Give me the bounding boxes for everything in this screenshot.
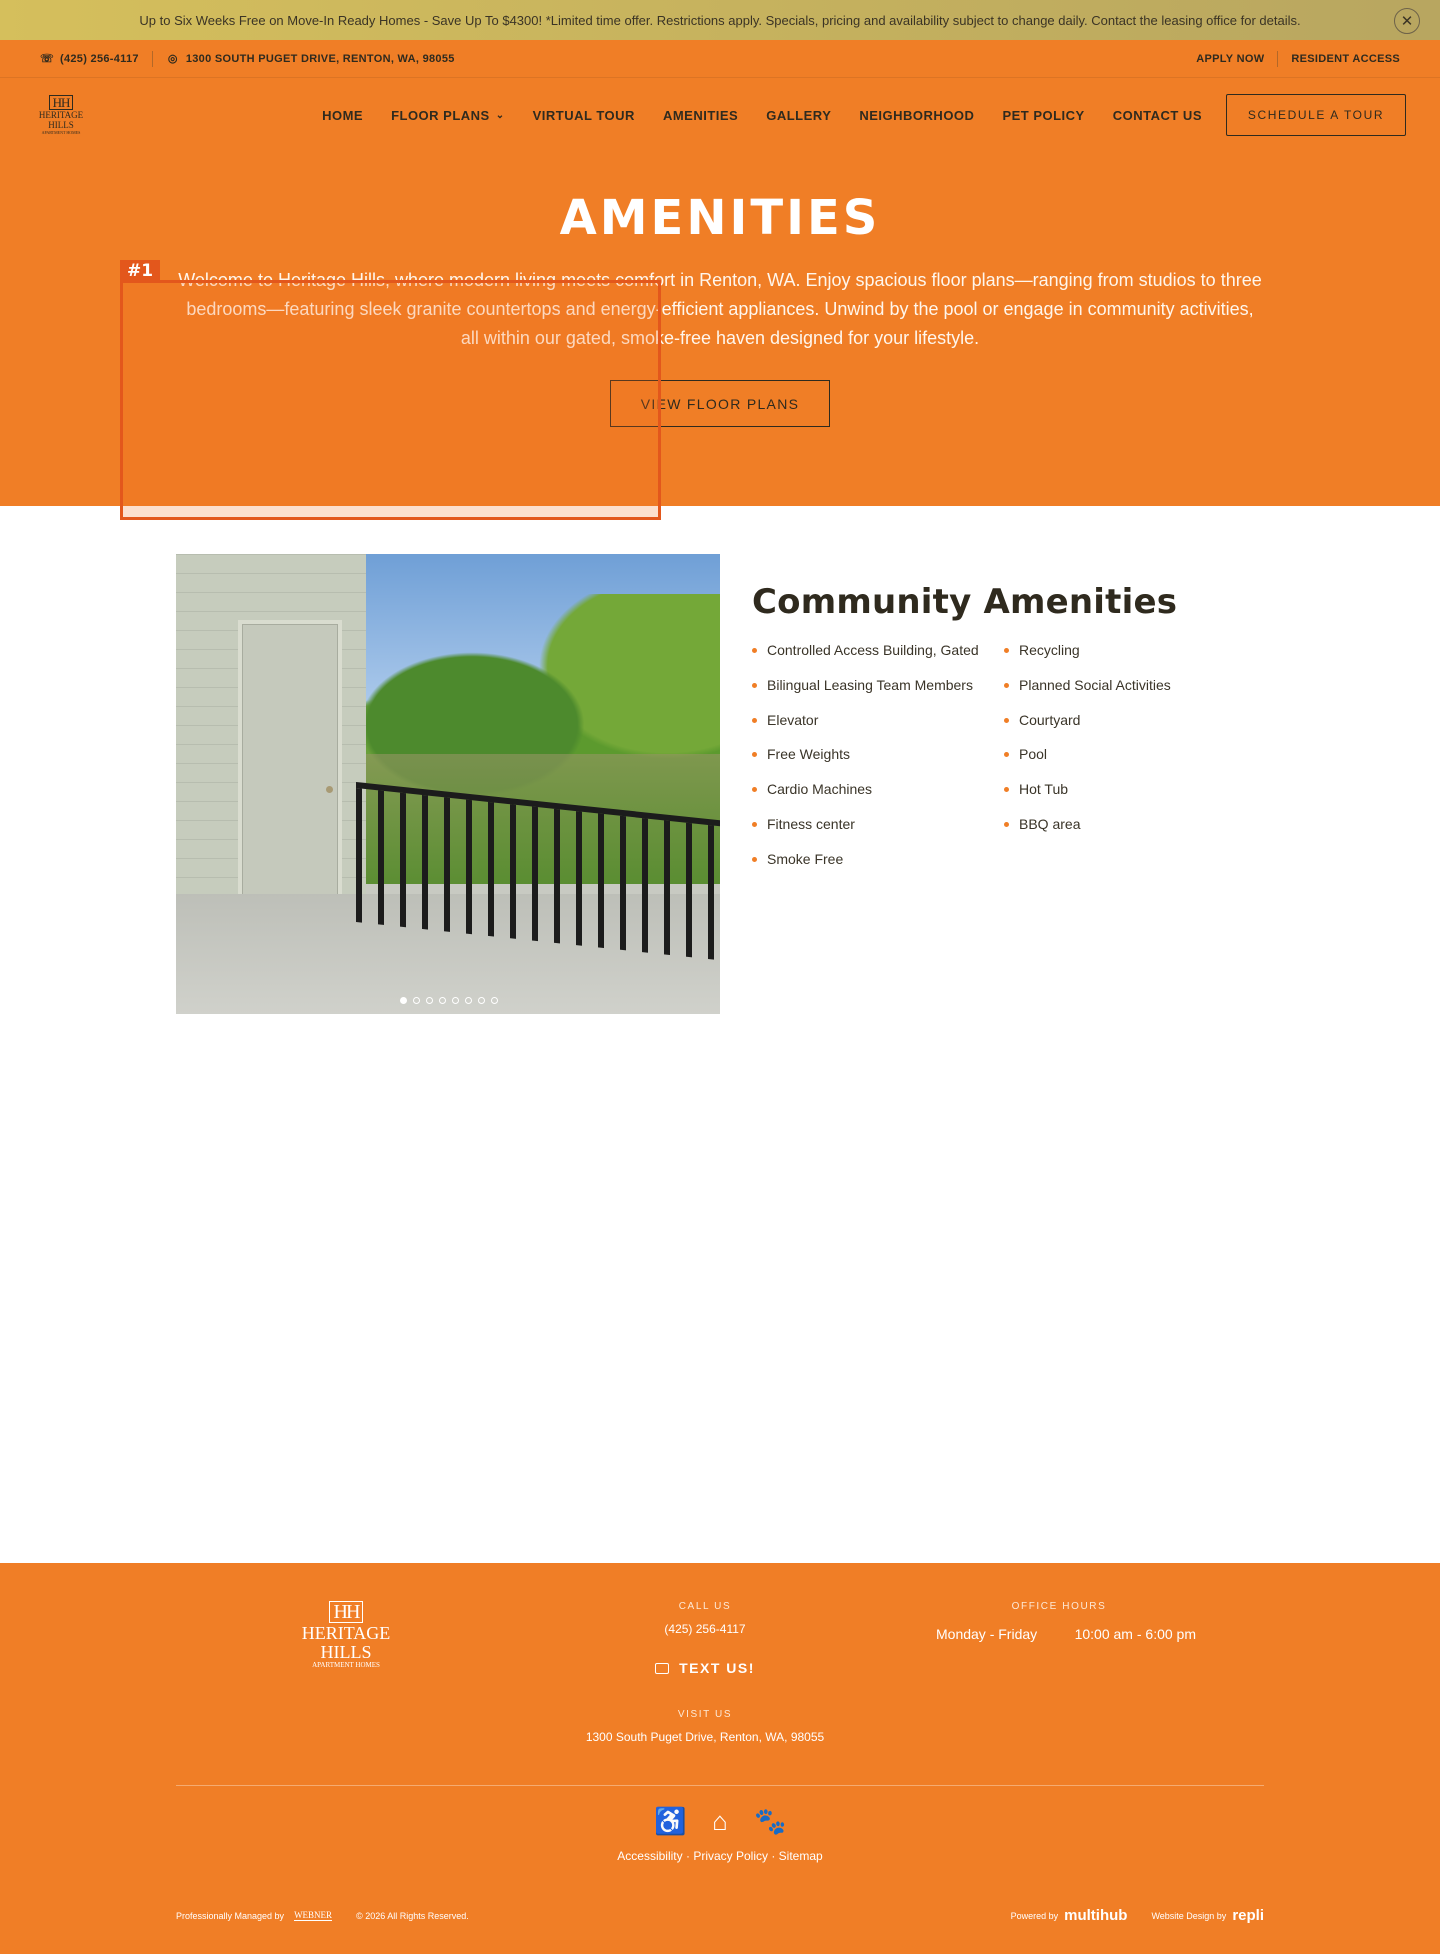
amenity-item: Pool	[1004, 746, 1256, 781]
office-hours	[894, 1601, 1224, 1785]
nav-contact-us[interactable]: CONTACT US	[1112, 107, 1202, 123]
carousel-dot[interactable]	[478, 997, 485, 1004]
footer-logo-word-1: HERITAGE	[301, 1623, 391, 1643]
equal-housing-icon: ⌂	[712, 1806, 728, 1836]
amenity-item: Hot Tub	[1004, 781, 1256, 816]
design-by-text: Website Design by	[1151, 1910, 1227, 1921]
footer-logo-wrap	[176, 1601, 516, 1785]
footer-logo-mark: HH	[329, 1601, 364, 1623]
multihub-logo[interactable]: multihub	[1064, 1907, 1128, 1924]
nav-virtual-tour[interactable]: VIRTUAL TOUR	[532, 107, 635, 123]
footer-links: Accessibility · Privacy Policy · Sitemap	[617, 1849, 823, 1863]
hours-time: 10:00 am - 6:00 pm	[1074, 1626, 1196, 1642]
chevron-down-icon: ⌄	[495, 109, 505, 121]
site-logo[interactable]	[34, 92, 88, 138]
logo-mark: HH	[49, 95, 74, 110]
sitemap-link[interactable]: Sitemap	[778, 1849, 823, 1863]
view-floor-plans-button[interactable]: VIEW FLOOR PLANS	[610, 380, 830, 427]
nav-floor-plans-label: FLOOR PLANS	[391, 107, 490, 123]
chat-bubble-icon	[655, 1663, 669, 1674]
phone-link[interactable]: (425) 256-4117	[60, 52, 139, 65]
footer-logo-word-3: APARTMENT HOMES	[312, 1661, 380, 1669]
privacy-policy-link[interactable]: Privacy Policy	[693, 1849, 768, 1863]
amenity-item: Free Weights	[752, 746, 1004, 781]
apply-now-link[interactable]: APPLY NOW	[1196, 52, 1265, 65]
nav-home[interactable]: HOME	[322, 107, 364, 123]
amenity-item: Cardio Machines	[752, 781, 1004, 816]
footer-icons	[0, 1806, 1440, 1837]
logo-word-1: HERITAGE	[38, 110, 84, 120]
main-nav	[0, 78, 1440, 152]
photo-door-knob	[326, 786, 333, 793]
amenity-item: Bilingual Leasing Team Members	[752, 677, 1004, 712]
nav-floor-plans[interactable]	[391, 108, 505, 123]
carousel-dots	[400, 997, 498, 1004]
amenities-title: Community Amenities	[752, 582, 1178, 622]
amenities-list-panel	[752, 554, 1256, 1014]
annotation-box	[120, 280, 661, 520]
schedule-tour-button[interactable]: SCHEDULE A TOUR	[1226, 94, 1406, 136]
site-footer	[0, 1563, 1440, 1954]
promo-banner	[0, 0, 1440, 40]
copyright-text: © 2026 All Rights Reserved.	[356, 1910, 469, 1921]
amenity-item: Smoke Free	[752, 851, 1004, 886]
text-us-label: TEXT US!	[679, 1660, 755, 1676]
carousel-dot[interactable]	[426, 997, 433, 1004]
repli-logo[interactable]: repli	[1232, 1907, 1264, 1924]
amenities-col-1	[752, 642, 1004, 886]
photo-door	[238, 620, 342, 902]
hero-description: Welcome to Heritage Hills, where modern living meets comfort in Renton, WA. Enjoy spacious floor plans—ranging from studios to three bedrooms—featuring sleek granite countertops and energy-efficient appliances. Unwind by the pool or engage in community activities, all within our gated, smoke-free haven designed for your lifestyle.	[178, 270, 1262, 348]
address-link[interactable]: 1300 SOUTH PUGET DRIVE, RENTON, WA, 98055	[185, 52, 455, 65]
footer-divider	[176, 1785, 1264, 1786]
amenity-item: Controlled Access Building, Gated	[752, 642, 1004, 677]
logo-word-2: HILLS	[48, 120, 74, 130]
amenities-section	[0, 506, 1440, 1014]
carousel-dot[interactable]	[465, 997, 472, 1004]
carousel-dot[interactable]	[400, 997, 407, 1004]
phone-icon: ☏	[40, 53, 55, 65]
resident-access-link[interactable]: RESIDENT ACCESS	[1291, 52, 1400, 65]
amenity-item: Planned Social Activities	[1004, 677, 1256, 712]
hours-days: Monday - Friday	[936, 1626, 1038, 1642]
powered-by-text: Powered by	[1010, 1910, 1059, 1921]
visit-us-label: VISIT US	[677, 1708, 733, 1720]
carousel-dot[interactable]	[452, 997, 459, 1004]
utility-bar	[0, 40, 1440, 78]
divider	[1277, 51, 1278, 67]
location-pin-icon: ◎	[167, 53, 178, 65]
nav-menu	[294, 108, 1202, 123]
divider	[152, 51, 153, 67]
amenity-photo-carousel[interactable]	[176, 554, 720, 1014]
webner-logo[interactable]: WEBNER	[294, 1910, 333, 1920]
footer-contact	[516, 1601, 894, 1785]
carousel-dot[interactable]	[491, 997, 498, 1004]
amenity-item: Elevator	[752, 712, 1004, 747]
nav-amenities[interactable]: AMENITIES	[662, 107, 739, 123]
office-hours-label: OFFICE HOURS	[1011, 1601, 1107, 1612]
carousel-dot[interactable]	[413, 997, 420, 1004]
pet-paw-icon: 🐾	[754, 1806, 787, 1836]
call-us-label: CALL US	[678, 1601, 732, 1612]
footer-bottom	[0, 1907, 1440, 1924]
amenity-item: Recycling	[1004, 642, 1256, 677]
amenity-item: Courtyard	[1004, 712, 1256, 747]
annotation-tag: #1	[120, 260, 160, 282]
promo-text: Up to Six Weeks Free on Move-In Ready Homes - Save Up To $4300! *Limited time offer. Restrictions apply. Specials, pricing and availability subject to change daily. Contact the leasing office for details.	[139, 12, 1301, 28]
carousel-dot[interactable]	[439, 997, 446, 1004]
amenity-item: Fitness center	[752, 816, 1004, 851]
text-us-button[interactable]	[655, 1660, 755, 1676]
footer-address-link[interactable]: 1300 South Puget Drive, Renton, WA, 98055	[585, 1729, 825, 1744]
page-title: AMENITIES	[559, 190, 881, 246]
amenity-item: BBQ area	[1004, 816, 1256, 851]
close-icon[interactable]: ✕	[1394, 8, 1420, 34]
nav-gallery[interactable]: GALLERY	[766, 107, 832, 123]
footer-logo[interactable]	[301, 1601, 391, 1673]
footer-logo-word-2: HILLS	[320, 1642, 372, 1662]
managed-by-text: Professionally Managed by	[176, 1910, 285, 1921]
accessibility-link[interactable]: Accessibility	[617, 1849, 683, 1863]
footer-phone-link[interactable]: (425) 256-4117	[664, 1622, 746, 1636]
nav-pet-policy[interactable]: PET POLICY	[1002, 107, 1085, 123]
logo-word-3: APARTMENT HOMES	[41, 130, 81, 135]
amenities-col-2	[1004, 642, 1256, 886]
accessibility-icon: ♿	[654, 1806, 687, 1836]
nav-neighborhood[interactable]: NEIGHBORHOOD	[859, 107, 975, 123]
